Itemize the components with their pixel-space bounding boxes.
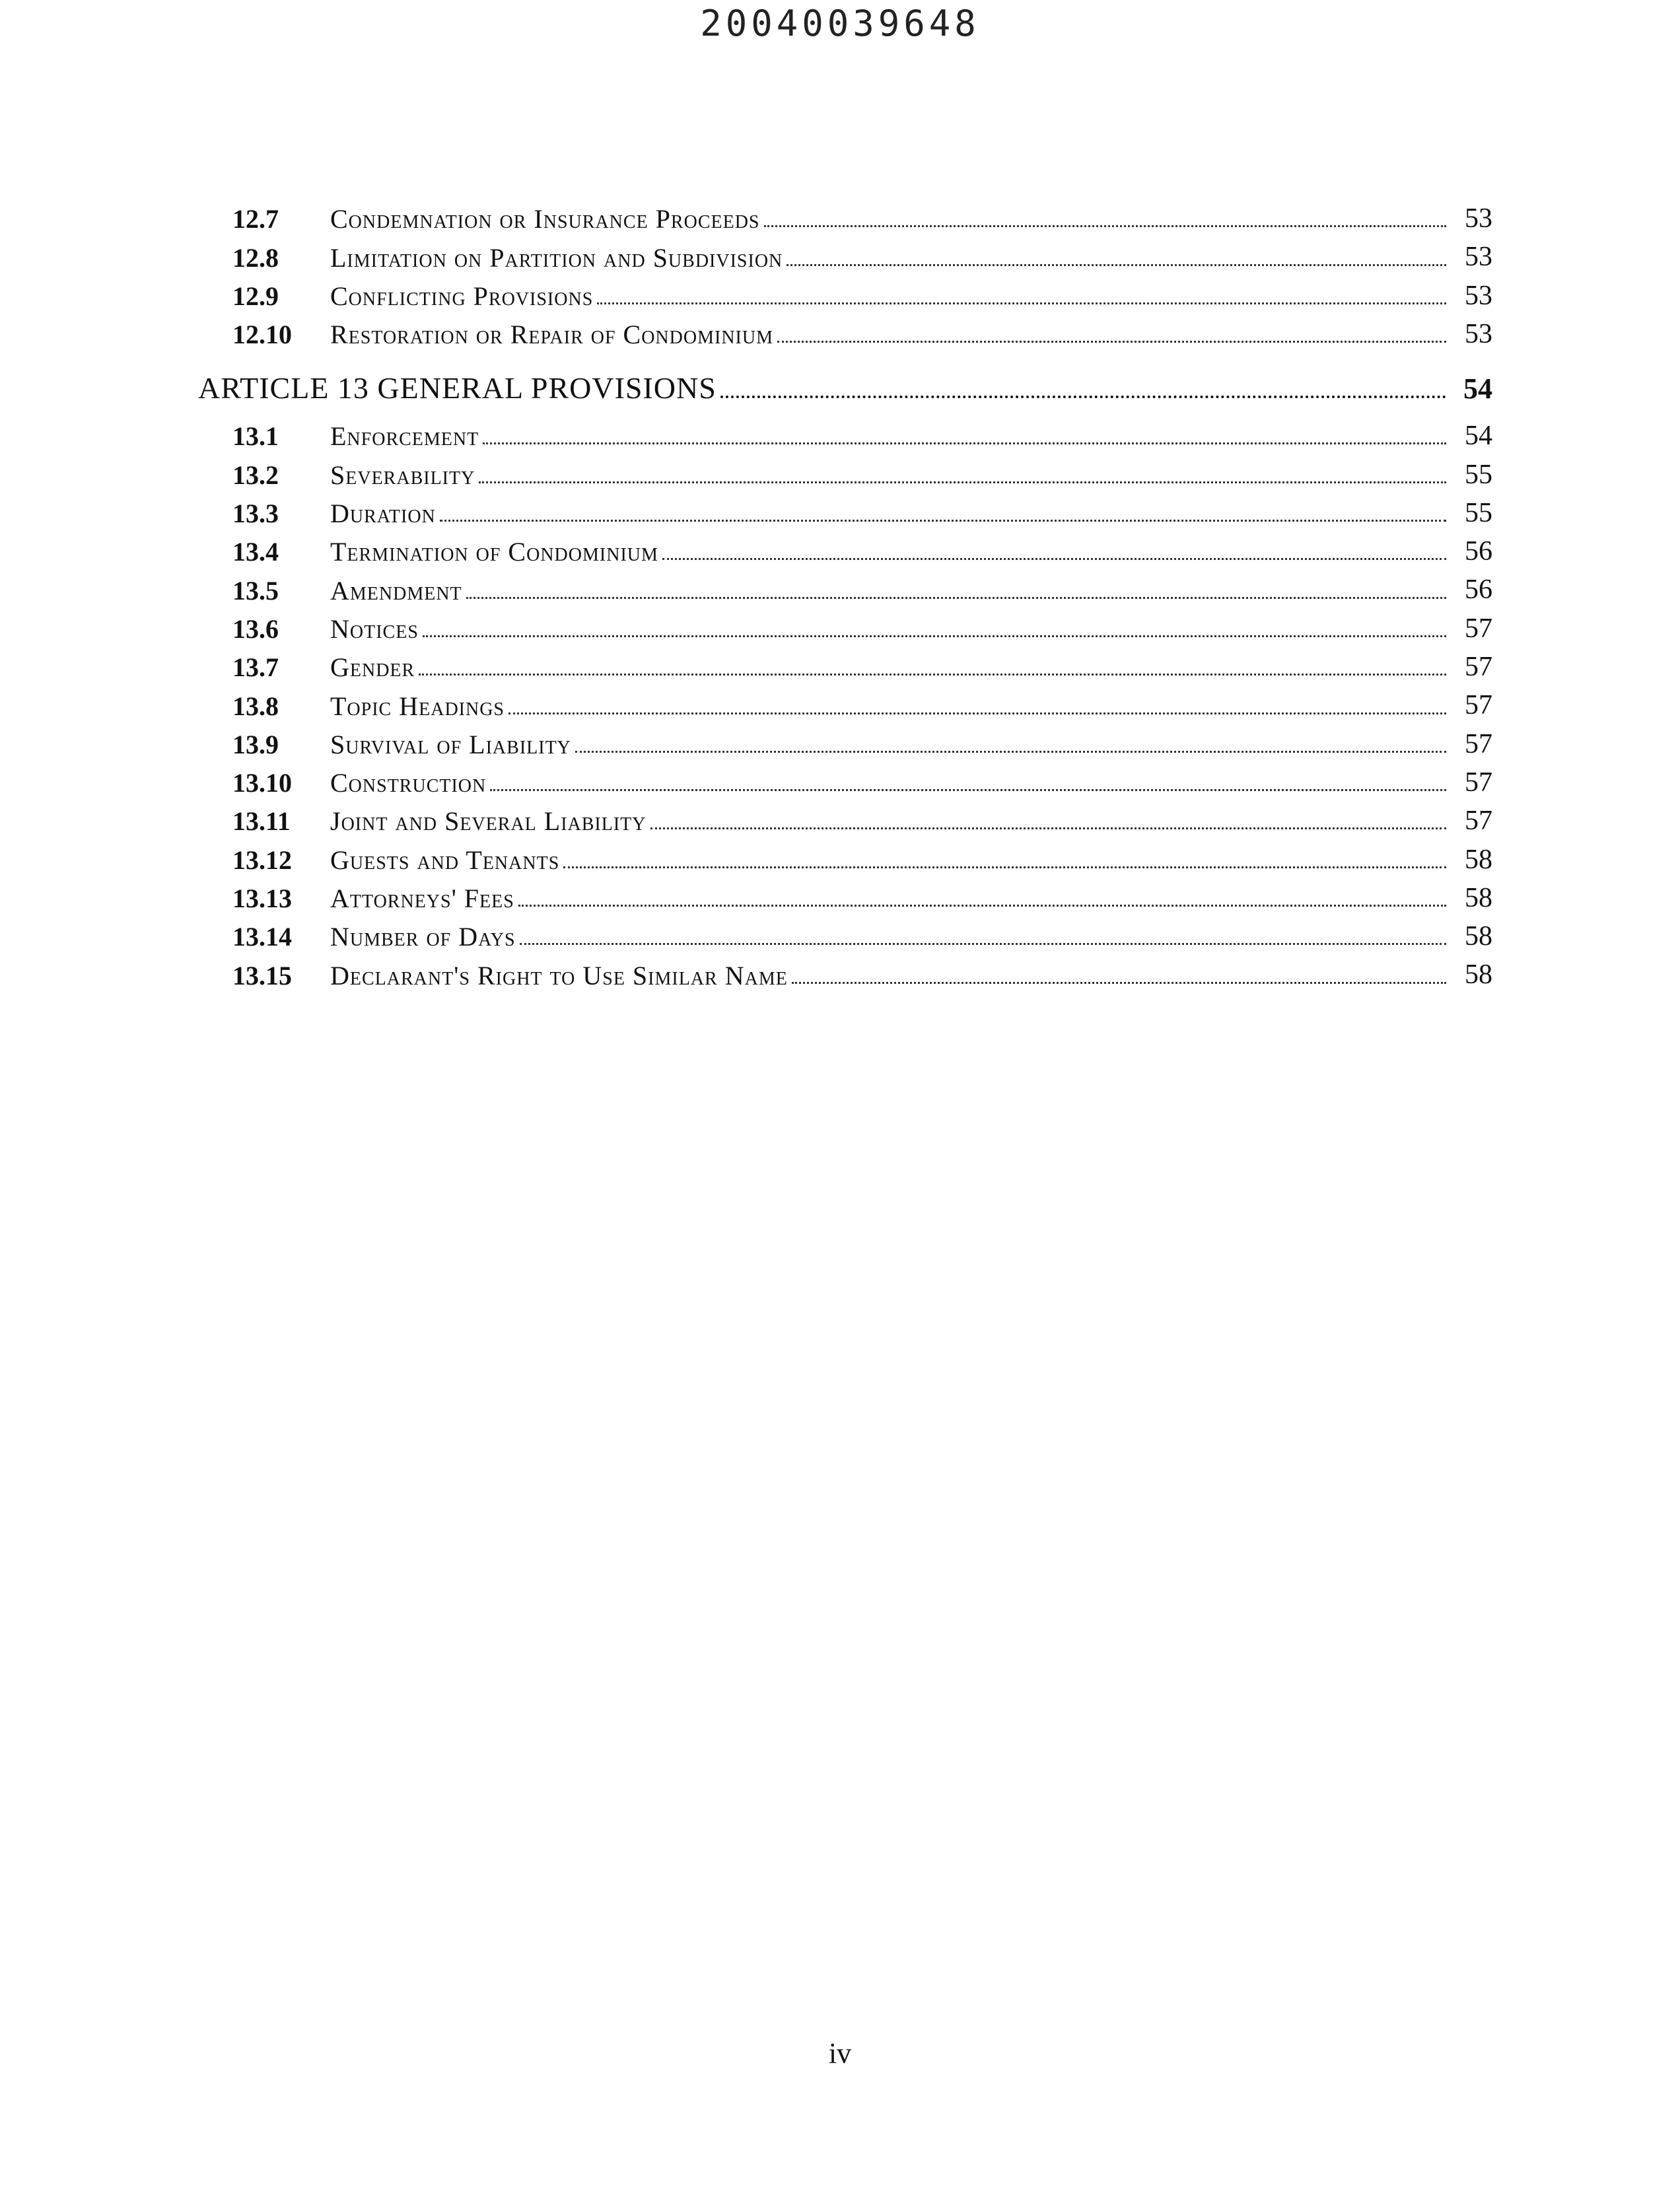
dot-leader <box>419 674 1446 676</box>
toc-entry-title: Condemnation or Insurance Proceeds <box>330 204 760 234</box>
toc-entry-number: 13.3 <box>232 499 279 529</box>
toc-entry[interactable] <box>198 273 1492 311</box>
toc-entry-page: 57 <box>1465 613 1492 644</box>
toc-entry-title: Declarant's Right to Use Similar Name <box>330 960 788 990</box>
article-title: ARTICLE 13 GENERAL PROVISIONS <box>198 370 717 405</box>
toc-entry-number: 12.8 <box>232 242 279 273</box>
toc-entry[interactable] <box>198 798 1492 836</box>
toc-entry-title: Severability <box>330 460 475 490</box>
dot-leader <box>777 341 1446 343</box>
toc-entry[interactable] <box>198 682 1492 720</box>
toc-entry-page: 57 <box>1465 652 1492 683</box>
dot-leader <box>563 866 1446 868</box>
toc-entry-number: 12.9 <box>232 281 279 311</box>
toc-entry-number: 12.10 <box>232 320 292 350</box>
dot-leader <box>423 635 1446 637</box>
toc-entry-page: 57 <box>1465 767 1492 798</box>
toc-entry-number: 13.11 <box>232 806 291 837</box>
dot-leader <box>764 225 1447 227</box>
toc-entry-title: Guests and Tenants <box>330 845 560 875</box>
dot-leader <box>440 520 1446 522</box>
document-number: 20040039648 <box>700 3 980 44</box>
toc-entry[interactable] <box>198 490 1492 528</box>
toc-entry[interactable] <box>198 875 1492 913</box>
toc-article-heading[interactable] <box>198 349 1492 413</box>
toc-entry-number: 13.10 <box>232 768 292 798</box>
toc-entry[interactable] <box>198 567 1492 605</box>
toc-entry[interactable] <box>198 234 1492 272</box>
toc-entry-page: 57 <box>1465 690 1492 721</box>
toc-entry[interactable] <box>198 451 1492 489</box>
toc-entry-title: Amendment <box>330 575 462 606</box>
toc-entry[interactable] <box>198 413 1492 451</box>
toc-entry-page: 53 <box>1465 319 1492 349</box>
toc-entry-number: 13.5 <box>232 575 279 606</box>
dot-leader <box>479 481 1446 483</box>
dot-leader <box>792 982 1446 984</box>
toc-entry-page: 53 <box>1465 280 1492 311</box>
toc-entry[interactable] <box>198 913 1492 952</box>
toc-entry[interactable] <box>198 195 1492 234</box>
dot-leader <box>575 751 1446 753</box>
dot-leader <box>490 789 1446 791</box>
toc-entry[interactable] <box>198 759 1492 798</box>
dot-leader <box>483 442 1446 444</box>
toc-entry-page: 58 <box>1465 882 1492 913</box>
toc-entry-title: Termination of Condominium <box>330 537 658 567</box>
toc-entry-number: 13.1 <box>232 421 279 452</box>
dot-leader <box>787 264 1446 266</box>
toc-entry-title: Topic Headings <box>330 691 505 721</box>
toc-entry-title: Duration <box>330 499 436 529</box>
toc-entry-number: 13.8 <box>232 691 279 721</box>
toc-entry-page: 55 <box>1465 459 1492 490</box>
toc-entry-title: Joint and Several Liability <box>330 806 647 837</box>
toc-entry-page: 56 <box>1465 574 1492 606</box>
toc-entry-title: Construction <box>330 768 487 798</box>
toc-entry-page: 53 <box>1465 203 1492 234</box>
toc-entry-title: Limitation on Partition and Subdivision <box>330 242 783 273</box>
toc-entry-title: Number of Days <box>330 922 516 952</box>
toc-entry-title: Enforcement <box>330 421 479 452</box>
toc-entry-title: Attorneys' Fees <box>330 884 514 914</box>
toc-entry-page: 57 <box>1465 806 1492 837</box>
toc-entry-title: Survival of Liability <box>330 729 571 759</box>
toc-entry[interactable] <box>198 721 1492 759</box>
toc-entry[interactable] <box>198 952 1492 990</box>
dot-leader <box>518 905 1446 907</box>
toc-entry-title: Notices <box>330 613 419 644</box>
toc-entry-number: 13.7 <box>232 652 279 683</box>
dot-leader <box>520 943 1446 945</box>
toc-entry[interactable] <box>198 836 1492 874</box>
toc-entry-number: 13.14 <box>232 922 292 952</box>
toc-entry-number: 13.6 <box>232 613 279 644</box>
toc-entry-number: 13.9 <box>232 729 279 759</box>
toc-entry-number: 12.7 <box>232 204 279 234</box>
dot-leader <box>650 827 1446 829</box>
table-of-contents <box>198 195 1492 990</box>
toc-entry[interactable] <box>198 528 1492 567</box>
toc-entry-page: 58 <box>1465 921 1492 952</box>
dot-leader <box>466 597 1446 599</box>
dot-leader <box>597 302 1446 304</box>
toc-entry-page: 57 <box>1465 728 1492 759</box>
toc-entry-title: Gender <box>330 652 415 683</box>
dot-leader <box>720 396 1446 398</box>
toc-entry-page: 58 <box>1465 844 1492 875</box>
toc-entry-number: 13.4 <box>232 537 279 567</box>
toc-entry-number: 13.15 <box>232 960 292 990</box>
toc-entry-number: 13.13 <box>232 884 292 914</box>
dot-leader <box>508 712 1446 714</box>
dot-leader <box>662 558 1446 560</box>
toc-entry-page: 53 <box>1465 242 1492 273</box>
toc-entry-page: 58 <box>1465 959 1492 990</box>
toc-entry[interactable] <box>198 644 1492 682</box>
toc-entry-page: 56 <box>1465 536 1492 567</box>
toc-entry-page: 55 <box>1465 497 1492 528</box>
toc-entry-page: 54 <box>1465 421 1492 452</box>
toc-entry-number: 13.12 <box>232 845 292 875</box>
page-number: iv <box>828 2037 852 2069</box>
toc-entry[interactable] <box>198 606 1492 644</box>
article-page: 54 <box>1463 372 1492 405</box>
toc-entry-title: Restoration or Repair of Condominium <box>330 320 773 350</box>
toc-entry-number: 13.2 <box>232 460 279 490</box>
toc-entry-title: Conflicting Provisions <box>330 281 594 311</box>
toc-entry[interactable] <box>198 311 1492 349</box>
